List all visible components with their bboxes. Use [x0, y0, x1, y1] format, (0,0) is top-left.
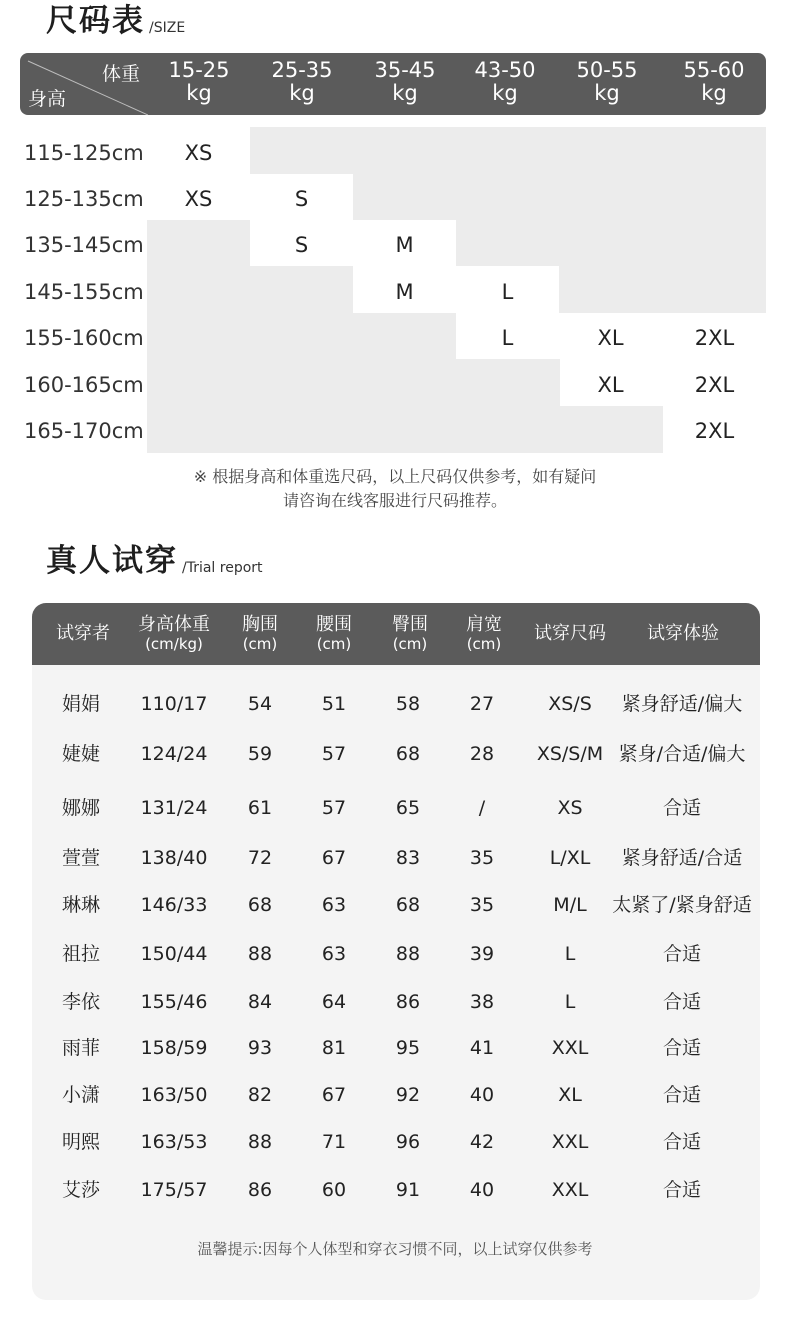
weight-unit: kg [594, 81, 620, 105]
cell-tester-name: 小潇 [61, 1084, 100, 1106]
cell-waist: 63 [321, 943, 347, 965]
cell-chest: 88 [247, 943, 273, 965]
weight-range: 15-25 [168, 58, 230, 82]
header-label: 胸围 [242, 614, 278, 635]
cell-tester-name: 娟娟 [61, 693, 100, 715]
header-chest [224, 603, 296, 665]
header-label: 身高体重 [138, 614, 210, 635]
cell-chest: 82 [247, 1084, 273, 1106]
trial-report-subtitle: /Trial report [182, 560, 263, 576]
cell-height-weight: 124/24 [140, 743, 208, 765]
cell-chest: 84 [247, 991, 273, 1013]
cell-hip: 58 [395, 693, 421, 715]
cell-waist: 57 [321, 797, 347, 819]
cell-hip: 91 [395, 1179, 421, 1201]
weight-range: 55-60 [683, 58, 745, 82]
grid-shade [147, 220, 250, 266]
cell-trial-size: L [564, 943, 576, 965]
header-shoulder [448, 603, 520, 665]
cell-experience: 合适 [662, 1131, 701, 1153]
cell-chest: 61 [247, 797, 273, 819]
size-chart-header [20, 53, 766, 115]
corner-weight-label: 体重 [101, 63, 140, 85]
height-label: 125-135cm [24, 187, 144, 211]
cell-height-weight: 150/44 [140, 943, 208, 965]
weight-unit: kg [392, 81, 418, 105]
cell-trial-size: XXL [551, 1179, 589, 1201]
cell-waist: 71 [321, 1131, 347, 1153]
size-cell: M [395, 280, 414, 304]
header-label: 试穿体验 [647, 623, 719, 644]
cell-trial-size: L/XL [549, 847, 591, 869]
cell-waist: 67 [321, 1084, 347, 1106]
cell-shoulder: 40 [469, 1084, 495, 1106]
cell-height-weight: 131/24 [140, 797, 208, 819]
header-unit: (cm/kg) [145, 635, 203, 653]
height-label: 165-170cm [24, 419, 144, 443]
height-label: 135-145cm [24, 233, 144, 257]
cell-chest: 88 [247, 1131, 273, 1153]
cell-trial-size: XS/S [548, 693, 592, 715]
trial-report-heading: 真人试穿 [46, 543, 178, 579]
cell-tester-name: 婕婕 [61, 743, 100, 765]
size-cell: 2XL [694, 419, 735, 443]
cell-hip: 88 [395, 943, 421, 965]
cell-trial-size: M/L [553, 894, 587, 916]
weight-col-4 [460, 59, 550, 105]
size-cell: 2XL [694, 373, 735, 397]
cell-shoulder: 35 [469, 894, 495, 916]
cell-trial-size: XS/S/M [536, 743, 604, 765]
size-chart-title [46, 3, 186, 39]
cell-chest: 93 [247, 1037, 273, 1059]
cell-experience: 合适 [662, 1037, 701, 1059]
cell-hip: 92 [395, 1084, 421, 1106]
header-unit: (cm) [242, 635, 278, 653]
header-corner [20, 53, 148, 115]
cell-tester-name: 祖拉 [61, 943, 100, 965]
cell-shoulder: 35 [469, 847, 495, 869]
height-label: 155-160cm [24, 326, 144, 350]
cell-height-weight: 163/50 [140, 1084, 208, 1106]
cell-hip: 65 [395, 797, 421, 819]
cell-hip: 68 [395, 743, 421, 765]
weight-col-3 [360, 59, 450, 105]
header-hip [372, 603, 448, 665]
size-cell: S [294, 233, 309, 257]
grid-shade [250, 127, 766, 174]
size-cell: XS [184, 187, 213, 211]
cell-waist: 64 [321, 991, 347, 1013]
cell-height-weight: 155/46 [140, 991, 208, 1013]
trial-footnote: 温馨提示:因每个人体型和穿衣习惯不同，以上试穿仅供参考 [197, 1240, 593, 1258]
cell-trial-size: XL [558, 1084, 582, 1106]
size-chart-heading: 尺码表 [46, 3, 145, 39]
cell-hip: 95 [395, 1037, 421, 1059]
cell-height-weight: 110/17 [140, 693, 208, 715]
cell-waist: 60 [321, 1179, 347, 1201]
size-cell: L [501, 326, 514, 350]
trial-report-title [46, 543, 263, 579]
cell-shoulder: 40 [469, 1179, 495, 1201]
grid-shade [147, 359, 560, 406]
cell-trial-size: XXL [551, 1131, 589, 1153]
cell-hip: 96 [395, 1131, 421, 1153]
cell-tester-name: 艾莎 [61, 1179, 100, 1201]
cell-chest: 72 [247, 847, 273, 869]
cell-shoulder: 28 [469, 743, 495, 765]
cell-experience: 紧身舒适/偏大 [621, 693, 743, 715]
cell-chest: 86 [247, 1179, 273, 1201]
cell-experience: 合适 [662, 1179, 701, 1201]
header-trial-size [520, 603, 620, 665]
cell-height-weight: 158/59 [140, 1037, 208, 1059]
header-unit: (cm) [316, 635, 352, 653]
cell-hip: 86 [395, 991, 421, 1013]
cell-experience: 合适 [662, 943, 701, 965]
header-tester [42, 603, 124, 665]
weight-range: 50-55 [576, 58, 638, 82]
cell-height-weight: 138/40 [140, 847, 208, 869]
weight-range: 25-35 [271, 58, 333, 82]
header-unit: (cm) [466, 635, 502, 653]
cell-tester-name: 萱萱 [61, 847, 100, 869]
trial-table-header [32, 603, 760, 665]
grid-shade [353, 174, 766, 220]
cell-hip: 83 [395, 847, 421, 869]
size-cell: XL [597, 326, 624, 350]
weight-unit: kg [186, 81, 212, 105]
cell-waist: 81 [321, 1037, 347, 1059]
cell-tester-name: 娜娜 [61, 797, 100, 819]
cell-experience: 合适 [662, 991, 701, 1013]
size-note-line1: ※ 根据身高和体重选尺码，以上尺码仅供参考，如有疑问 [193, 467, 597, 486]
header-experience [620, 603, 746, 665]
weight-col-2 [257, 59, 347, 105]
header-label: 试穿者 [56, 623, 110, 644]
header-label: 试穿尺码 [534, 623, 606, 644]
size-cell: XL [597, 373, 624, 397]
size-note-line2: 请咨询在线客服进行尺码推荐。 [282, 491, 507, 510]
corner-height-label: 身高 [28, 88, 67, 110]
cell-height-weight: 163/53 [140, 1131, 208, 1153]
height-label: 145-155cm [24, 280, 144, 304]
cell-experience: 紧身舒适/合适 [621, 847, 743, 869]
weight-range: 35-45 [374, 58, 436, 82]
weight-col-5 [562, 59, 652, 105]
grid-shade [147, 313, 456, 359]
header-label: 臀围 [392, 614, 428, 635]
size-cell: L [501, 280, 514, 304]
weight-unit: kg [492, 81, 518, 105]
cell-tester-name: 雨菲 [61, 1037, 100, 1059]
cell-tester-name: 琳琳 [61, 894, 100, 916]
weight-range: 43-50 [474, 58, 536, 82]
cell-height-weight: 146/33 [140, 894, 208, 916]
header-height-weight [124, 603, 224, 665]
size-cell: S [294, 187, 309, 211]
weight-col-6 [669, 59, 759, 105]
height-label: 160-165cm [24, 373, 144, 397]
weight-col-1 [154, 59, 244, 105]
header-unit: (cm) [392, 635, 428, 653]
cell-shoulder: 27 [469, 693, 495, 715]
cell-experience: 合适 [662, 1084, 701, 1106]
cell-shoulder: 42 [469, 1131, 495, 1153]
cell-experience: 太紧了/紧身舒适 [612, 894, 752, 916]
size-chart-subtitle: /SIZE [149, 20, 186, 36]
cell-experience: 紧身/合适/偏大 [618, 743, 746, 765]
cell-tester-name: 李依 [61, 991, 100, 1013]
header-waist [296, 603, 372, 665]
height-label: 115-125cm [24, 141, 144, 165]
cell-experience: 合适 [662, 797, 701, 819]
cell-chest: 54 [247, 693, 273, 715]
header-label: 腰围 [316, 614, 352, 635]
size-cell: XS [184, 141, 213, 165]
cell-trial-size: XS [557, 797, 583, 819]
cell-chest: 59 [247, 743, 273, 765]
size-cell: 2XL [694, 326, 735, 350]
cell-waist: 67 [321, 847, 347, 869]
grid-shade [559, 266, 766, 313]
cell-tester-name: 明熙 [61, 1131, 100, 1153]
cell-chest: 68 [247, 894, 273, 916]
cell-height-weight: 175/57 [140, 1179, 208, 1201]
size-cell: M [395, 233, 414, 257]
weight-unit: kg [701, 81, 727, 105]
header-label: 肩宽 [466, 614, 502, 635]
cell-shoulder: 41 [469, 1037, 495, 1059]
grid-shade [147, 406, 663, 453]
cell-shoulder: / [478, 797, 486, 819]
cell-waist: 63 [321, 894, 347, 916]
weight-unit: kg [289, 81, 315, 105]
cell-shoulder: 39 [469, 943, 495, 965]
cell-waist: 51 [321, 693, 347, 715]
cell-trial-size: L [564, 991, 576, 1013]
cell-shoulder: 38 [469, 991, 495, 1013]
cell-hip: 68 [395, 894, 421, 916]
grid-shade [147, 266, 353, 313]
cell-waist: 57 [321, 743, 347, 765]
cell-trial-size: XXL [551, 1037, 589, 1059]
grid-shade [456, 220, 766, 266]
